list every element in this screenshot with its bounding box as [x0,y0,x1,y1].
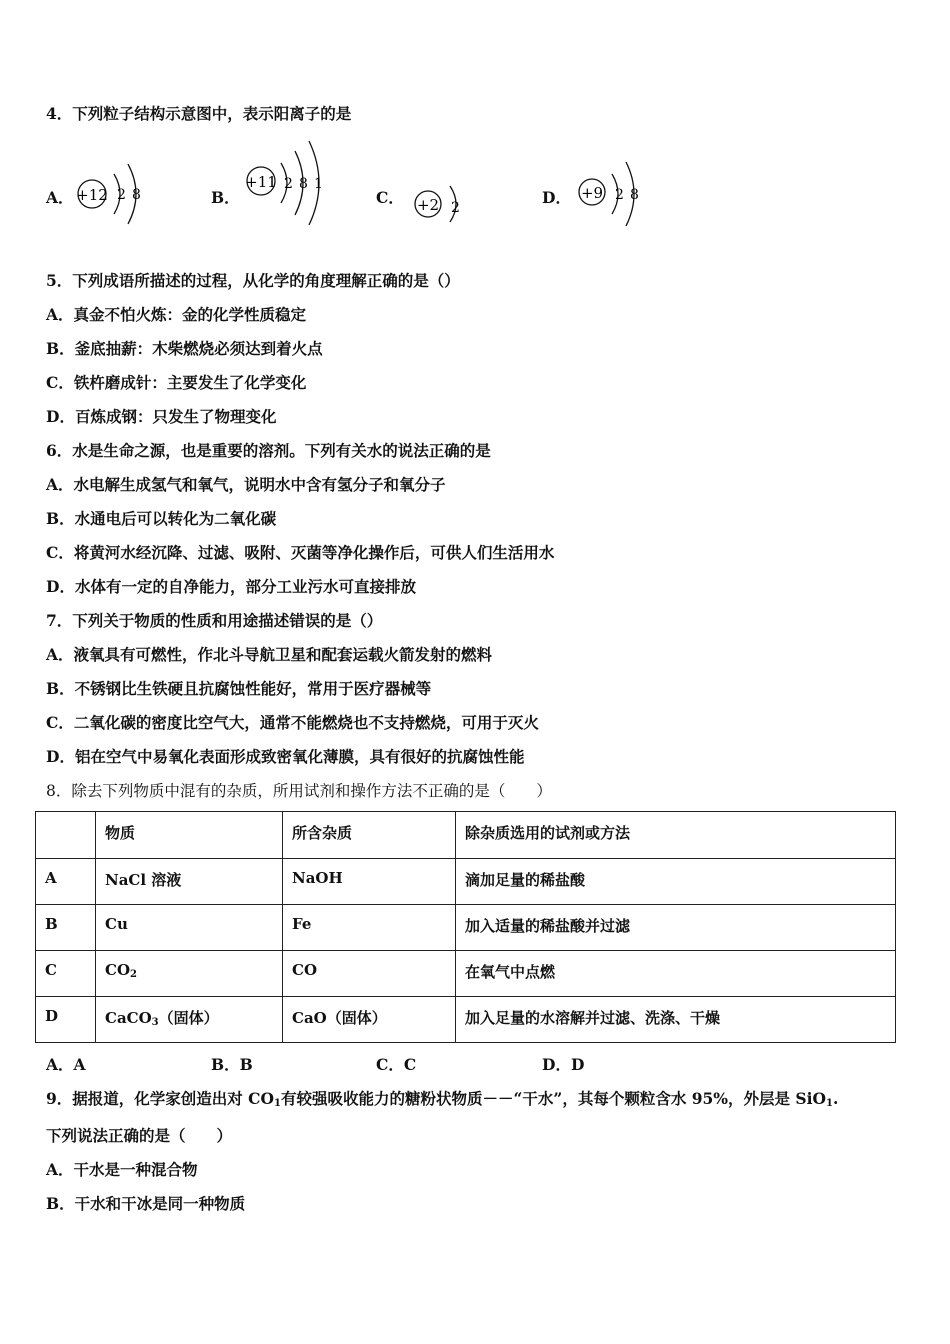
method-cell: 在氧气中点燃 [456,951,896,997]
q5-stem: 5．下列成语所描述的过程，从化学的角度理解正确的是（） [46,271,460,290]
q6-option-d: D．水体有一定的自净能力，部分工业污水可直接排放 [46,577,416,596]
q8-answer-d: D．D [542,1055,585,1074]
q4-option-d-label: D． [542,188,571,207]
substance-cell: CaCO$_3$（固体） [96,997,283,1043]
q7-stem: 7．下列关于物质的性质和用途描述错误的是（） [46,611,383,630]
substance-cell: $CO_2$ [96,951,283,997]
table-row [36,859,896,905]
nucleus-charge: +11 [245,173,277,191]
q4-stem: 4．下列粒子结构示意图中，表示阳离子的是 [46,104,352,123]
q8-stem: 8．除去下列物质中混有的杂质，所用试剂和操作方法不正确的是（ ） [46,782,552,800]
shell-count: 8 [299,176,308,192]
impurity-cell: CaO（固体） [283,997,456,1043]
table-header-cell [36,812,96,859]
q7-option-b: B．不锈钢比生铁硬且抗腐蚀性能好，常用于医疗器械等 [46,679,432,698]
shell-count: 2 [451,200,460,216]
table-header-cell: 物质 [96,812,283,859]
q7-option-d: D．铝在空气中易氧化表面形成致密氧化薄膜，具有很好的抗腐蚀性能 [46,747,525,766]
q4-option-b-label: B． [211,188,240,207]
q4-option-c-diagram [408,178,468,230]
nucleus-charge: +12 [76,186,108,204]
table-header-cell: 除杂质选用的试剂或方法 [456,812,896,859]
q8-answer-c: C．C [376,1055,417,1074]
method-cell: 加入适量的稀盐酸并过滤 [456,905,896,951]
table-header-cell: 所含杂质 [283,812,456,859]
row-id: A [36,859,96,905]
impurity-cell: NaOH [283,859,456,905]
q6-option-b: B．水通电后可以转化为二氧化碳 [46,509,277,528]
q9-option-a: A．干水是一种混合物 [46,1160,198,1179]
q7-option-a: A．液氧具有可燃性，作北斗导航卫星和配套运载火箭发射的燃料 [46,645,493,664]
impurity-cell: Fe [283,905,456,951]
table-row [36,997,896,1043]
q5-option-c: C．铁杵磨成针：主要发生了化学变化 [46,373,307,392]
q6-stem: 6．水是生命之源，也是重要的溶剂。下列有关水的说法正确的是 [46,441,491,460]
shell-count: 8 [630,187,639,203]
row-id: C [36,951,96,997]
q5-option-b: B．釜底抽薪：木柴燃烧必须达到着火点 [46,339,323,358]
substance-cell: NaCl 溶液 [96,859,283,905]
table-header-row [36,812,896,859]
q5-option-a: A．真金不怕火炼：金的化学性质稳定 [46,305,307,324]
shell-count: 1 [314,176,323,192]
method-cell: 加入足量的水溶解并过滤、洗涤、干燥 [456,997,896,1043]
q4-option-d-diagram [570,152,660,236]
q8-answer-a: A．A [46,1055,86,1074]
row-id: B [36,905,96,951]
nucleus-charge: +9 [580,184,604,202]
q4-option-b-diagram [239,137,339,233]
q8-answer-b: B．B [211,1055,253,1074]
q4-option-c-label: C． [376,188,404,207]
shell-count: 2 [117,187,126,203]
nucleus-charge: +2 [416,196,440,214]
q9-stem: 9．据报道，化学家创造出对 $CO_1$有较强吸收能力的糖粉状物质－－“干水”，其每个颗粒含水 95%，外层是 SiO$_1$. [46,1089,839,1109]
q7-option-c: C．二氧化碳的密度比空气大，通常不能燃烧也不支持燃烧，可用于灭火 [46,713,539,732]
shell-count: 2 [615,187,624,203]
q8-table [35,811,896,1043]
q6-option-a: A．水电解生成氢气和氧气，说明水中含有氢分子和氧分子 [46,475,446,494]
shell-count: 2 [284,176,293,192]
table-row [36,951,896,997]
q9-option-b: B．干水和干冰是同一种物质 [46,1194,246,1213]
table-row [36,905,896,951]
method-cell: 滴加足量的稀盐酸 [456,859,896,905]
q5-option-d: D．百炼成钢：只发生了物理变化 [46,407,277,426]
shell-count: 8 [132,187,141,203]
row-id: D [36,997,96,1043]
q6-option-c: C．将黄河水经沉降、过滤、吸附、灭菌等净化操作后，可供人们生活用水 [46,543,555,562]
substance-cell: Cu [96,905,283,951]
impurity-cell: CO [283,951,456,997]
q4-option-a-diagram [74,152,164,236]
q4-option-a-label: A． [46,188,74,207]
q9-stem-line2: 下列说法正确的是（ ） [46,1126,233,1145]
